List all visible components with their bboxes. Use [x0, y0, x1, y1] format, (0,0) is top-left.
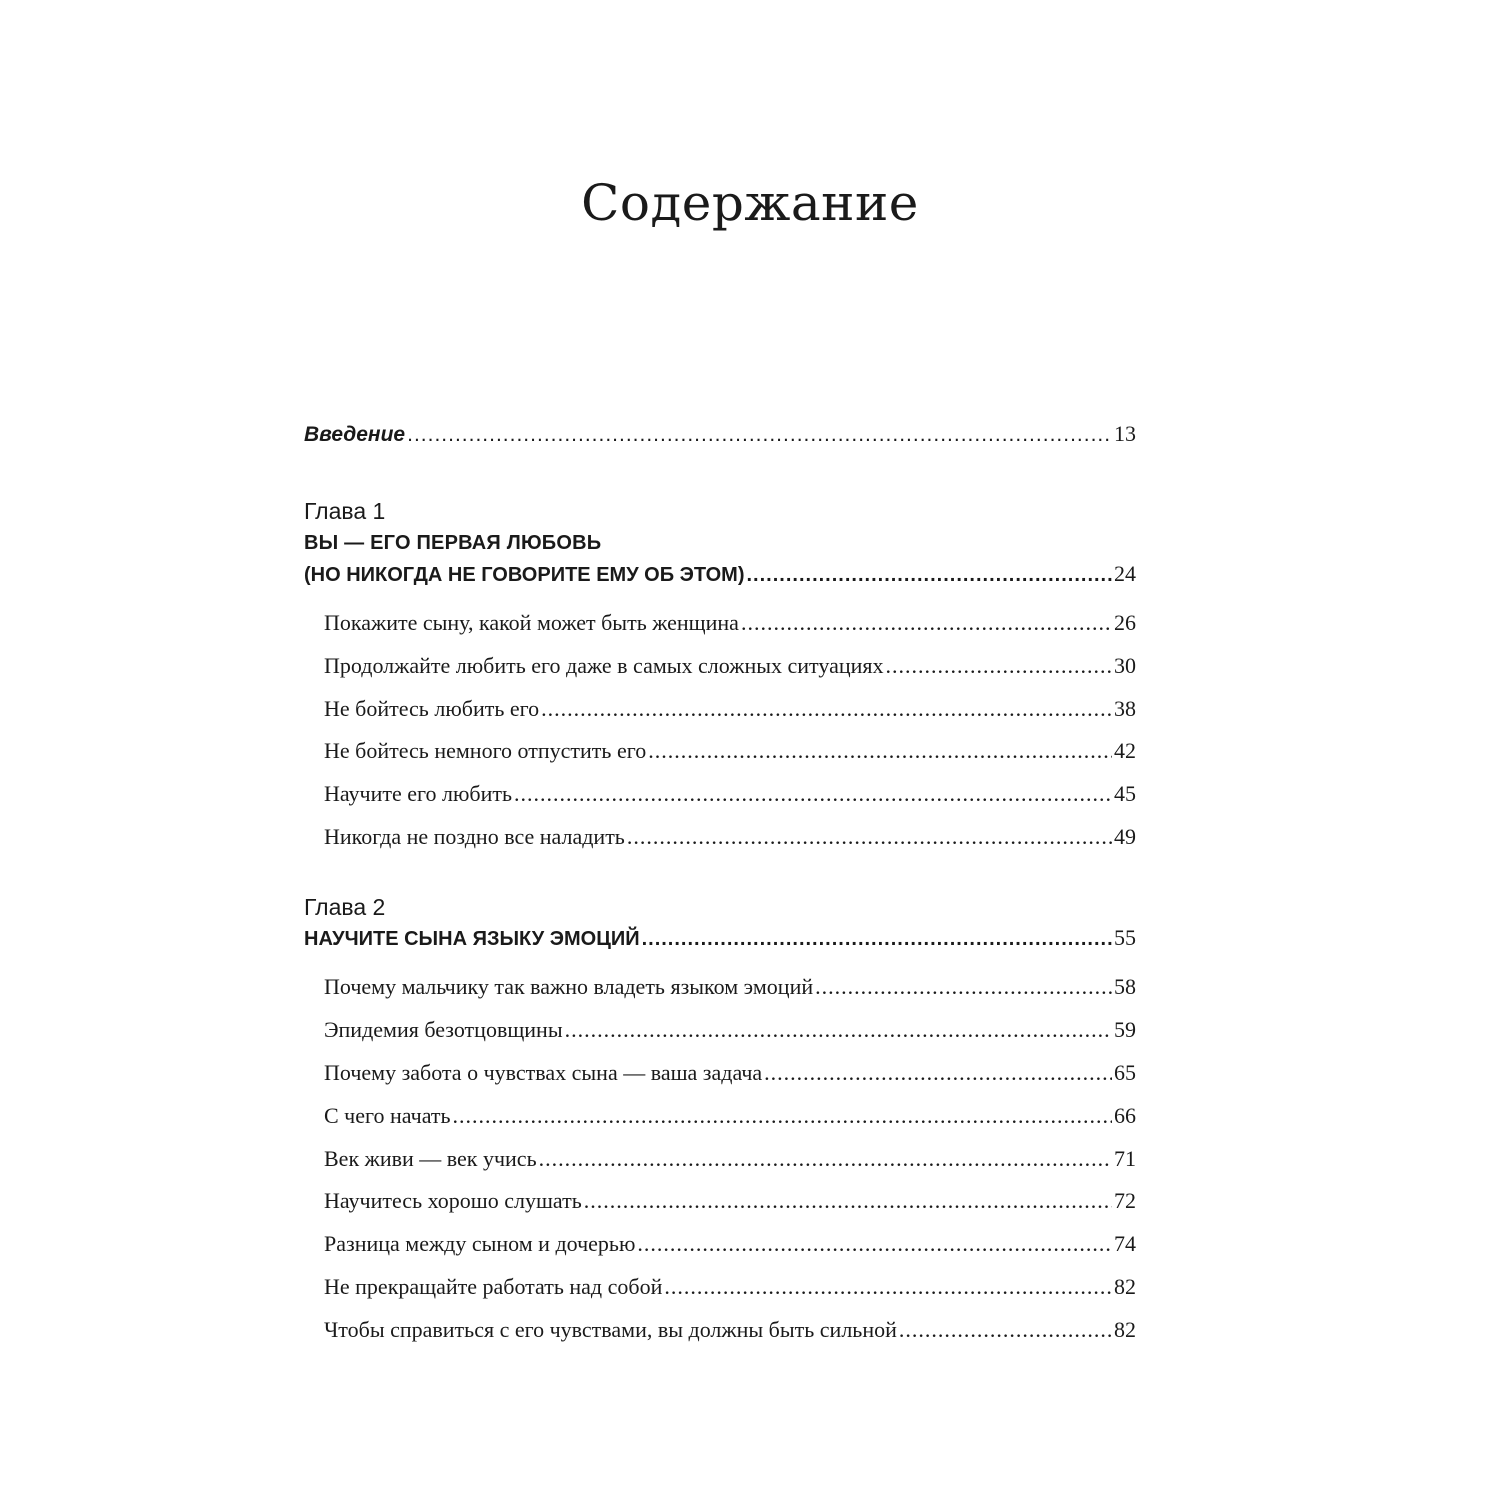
toc-entry-page: 66 [1114, 1103, 1136, 1128]
toc-entry[interactable] [324, 736, 1136, 766]
toc-entry-page: 30 [1114, 653, 1136, 678]
chapter-title-line: (НО НИКОГДА НЕ ГОВОРИТЕ ЕМУ ОБ ЭТОМ) [304, 564, 745, 586]
dot-leader [664, 1272, 1112, 1302]
toc-entry-page: 55 [1114, 925, 1136, 950]
dot-leader [541, 694, 1112, 724]
toc-entry[interactable] [324, 822, 1136, 852]
toc-entry-label: Чтобы справиться с его чувствами, вы должны быть сильной [324, 1317, 897, 1342]
toc-entry-page: 71 [1114, 1146, 1136, 1171]
dot-leader [514, 779, 1112, 809]
dot-leader [584, 1186, 1112, 1216]
toc-entry-introduction[interactable] [304, 419, 1136, 449]
toc-entry-chapter-1[interactable] [304, 559, 1136, 589]
dot-leader [627, 822, 1112, 852]
toc-entry-label: Разница между сыном и дочерью [324, 1231, 636, 1256]
toc-entry-label: Не бойтесь любить его [324, 696, 540, 721]
toc-entry[interactable] [324, 651, 1136, 681]
toc-entry-chapter-2[interactable] [304, 923, 1136, 953]
toc-entry-page: 82 [1114, 1274, 1136, 1299]
toc-entry-page: 45 [1114, 781, 1136, 806]
toc-entry-page: 59 [1114, 1017, 1136, 1042]
toc-entry[interactable] [324, 1229, 1136, 1259]
dot-leader [539, 1144, 1112, 1174]
toc-entry-label: Эпидемия безотцовщины [324, 1017, 563, 1042]
toc-entry-page: 26 [1114, 610, 1136, 635]
toc-entry[interactable] [324, 608, 1136, 638]
dot-leader [815, 972, 1112, 1002]
dot-leader [407, 420, 1112, 450]
dot-leader [764, 1058, 1112, 1088]
dot-leader [453, 1101, 1112, 1131]
chapter-title-line: ВЫ — ЕГО ПЕРВАЯ ЛЮБОВЬ [304, 532, 602, 554]
toc-entry-label: Не бойтесь немного отпустить его [324, 738, 647, 763]
toc-entry[interactable] [324, 1058, 1136, 1088]
toc-entry[interactable] [324, 972, 1136, 1002]
toc-entry-label: Век живи — век учись [324, 1146, 537, 1171]
toc-entry-page: 58 [1114, 974, 1136, 999]
toc-entry[interactable] [324, 1186, 1136, 1216]
toc-entry-page: 49 [1114, 824, 1136, 849]
chapter-number: Глава 1 [304, 498, 386, 524]
dot-leader [648, 736, 1112, 766]
dot-leader [642, 924, 1112, 954]
dot-leader [741, 608, 1112, 638]
toc-entry-page: 42 [1114, 738, 1136, 763]
toc-entry-label: Покажите сыну, какой может быть женщина [324, 610, 739, 635]
toc-entry[interactable] [324, 1101, 1136, 1131]
toc-entry-page: 38 [1114, 696, 1136, 721]
table-of-contents [304, 0, 1136, 1500]
toc-entry-label: Научитесь хорошо слушать [324, 1188, 582, 1213]
dot-leader [886, 651, 1113, 681]
dot-leader [565, 1015, 1112, 1045]
toc-entry[interactable] [324, 694, 1136, 724]
dot-leader [899, 1315, 1112, 1345]
toc-entry-label: Введение [304, 423, 406, 446]
toc-entry[interactable] [324, 779, 1136, 809]
toc-entry-label: Научите его любить [324, 781, 513, 806]
toc-entry-label: Почему мальчику так важно владеть языком эмоций [324, 974, 814, 999]
toc-entry-label: Продолжайте любить его даже в самых сложных ситуациях [324, 653, 884, 678]
toc-entry[interactable] [324, 1144, 1136, 1174]
toc-entry-label: Не прекращайте работать над собой [324, 1274, 663, 1299]
chapter-number: Глава 2 [304, 894, 386, 920]
toc-entry-label: Никогда не поздно все наладить [324, 824, 625, 849]
chapter-title-line: НАУЧИТЕ СЫНА ЯЗЫКУ ЭМОЦИЙ [304, 928, 640, 950]
toc-entry-page: 72 [1114, 1188, 1136, 1213]
dot-leader [637, 1229, 1112, 1259]
toc-entry[interactable] [324, 1015, 1136, 1045]
toc-entry[interactable] [324, 1272, 1136, 1302]
toc-entry-page: 24 [1114, 561, 1136, 586]
dot-leader [747, 560, 1113, 590]
page-title: Содержание [581, 174, 919, 232]
toc-entry-page: 82 [1114, 1317, 1136, 1342]
toc-entry-page: 13 [1114, 421, 1136, 446]
toc-entry-label: Почему забота о чувствах сына — ваша задача [324, 1060, 763, 1085]
toc-entry[interactable] [324, 1315, 1136, 1345]
toc-entry-label: С чего начать [324, 1103, 451, 1128]
toc-entry-page: 65 [1114, 1060, 1136, 1085]
toc-entry-page: 74 [1114, 1231, 1136, 1256]
